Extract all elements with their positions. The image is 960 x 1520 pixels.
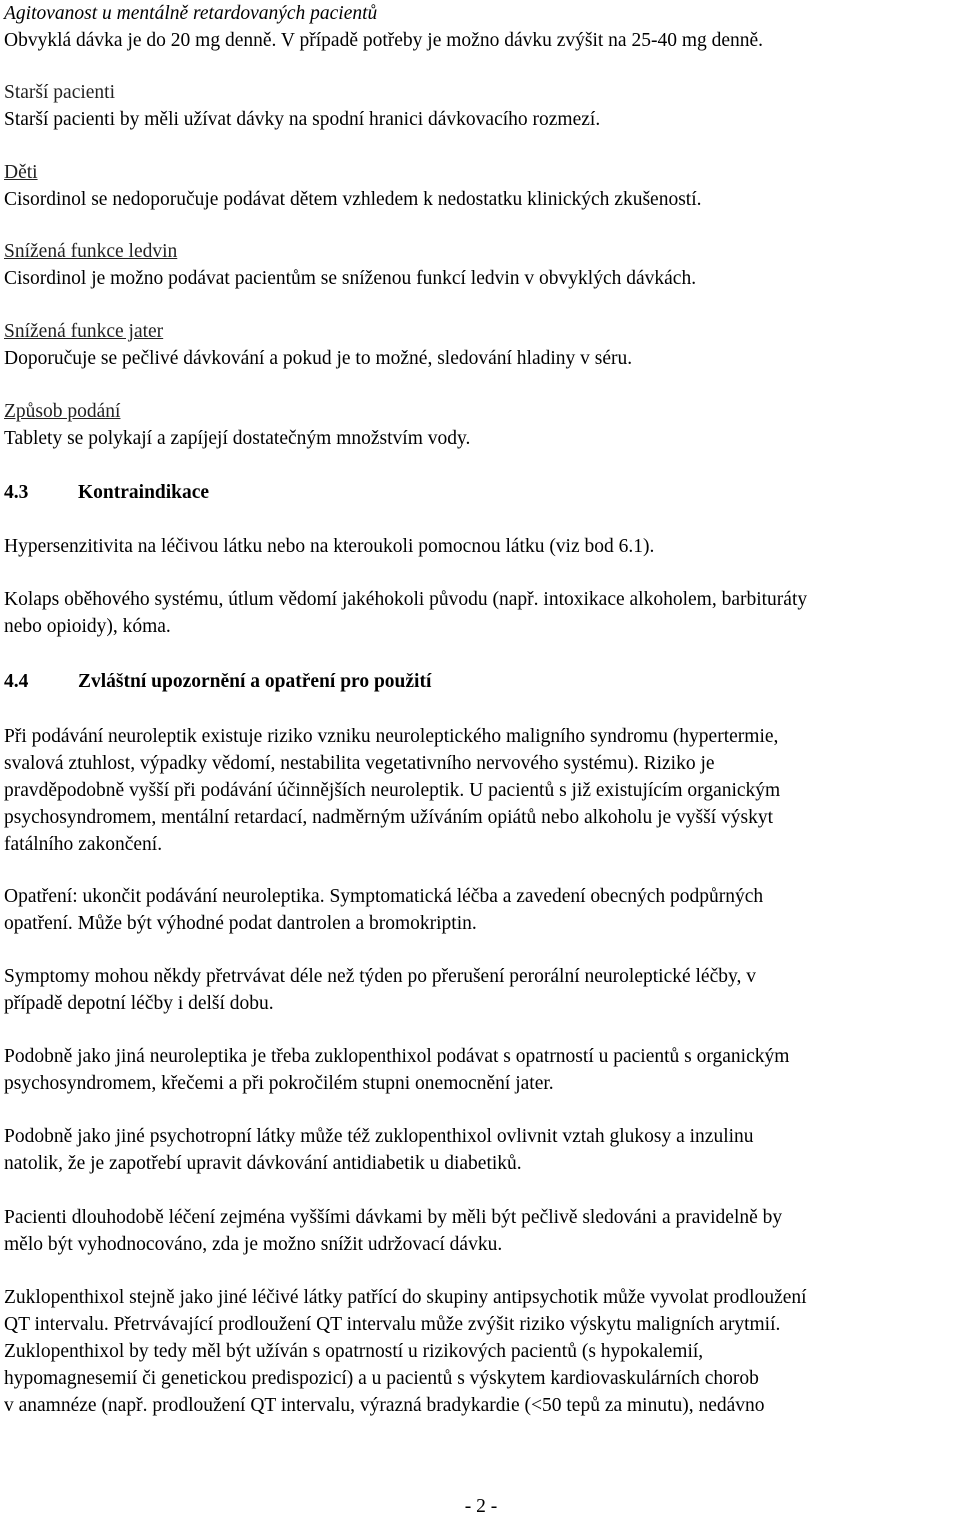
warnings-heading [4,668,958,695]
children-heading: Děti [4,162,38,183]
paragraph-line: psychosyndromem, mentální retardací, nadměrným užíváním opiátů nebo alkoholu je vyšší výskyt [4,807,774,828]
page-number: - 2 - [464,1496,498,1517]
elderly-text: Starší pacienti by měli užívat dávky na spodní hranici dávkovacího rozmezí. [4,109,601,130]
paragraph-line: Pacienti dlouhodobě léčení zejména vyššími dávkami by měli být pečlivě sledováni a pravidelně by [4,1207,783,1228]
paragraph-line: případě depotní léčby i delší dobu. [4,993,274,1014]
hepatic-text: Doporučuje se pečlivé dávkování a pokud je to možné, sledování hladiny v séru. [4,348,633,369]
contraindications-p1 [4,533,958,560]
warnings-p3 [4,963,958,1017]
contraindications-p2 [4,586,958,640]
warnings-p5 [4,1123,958,1177]
paragraph-line: pravděpodobně vyšší při podávání účinnějších neuroleptik. U pacientů s již existujícím organickým [4,780,781,801]
renal-section [4,238,958,292]
paragraph-line: hypomagnesemií či genetickou predispozicí) a u pacientů s výskytem kardiovaskulárních chorob [4,1368,759,1389]
renal-heading: Snížená funkce ledvin [4,241,178,262]
section-title: Zvláštní upozornění a opatření pro použití [78,671,432,692]
paragraph-line: v anamnéze (např. prodloužení QT intervalu, výrazná bradykardie (<50 tepů za minutu), nedávno [4,1395,765,1416]
administration-section [4,398,958,452]
elderly-section [4,79,958,133]
paragraph-line: opatření. Může být výhodné podat dantrolen a bromokriptin. [4,913,477,934]
paragraph-line: mělo být vyhodnocováno, zda je možno snížit udržovací dávku. [4,1234,503,1255]
hepatic-heading: Snížená funkce jater [4,321,164,342]
paragraph-line: Hypersenzitivita na léčivou látku nebo na kteroukoli pomocnou látku (viz bod 6.1). [4,536,655,557]
paragraph-line: Zuklopenthixol stejně jako jiné léčivé látky patřící do skupiny antipsychotik může vyvolat prodloužení [4,1287,807,1308]
warnings-p1 [4,723,958,858]
paragraph-line: Podobně jako jiná neuroleptika je třeba zuklopenthixol podávat s opatrností u pacientů s organickým [4,1046,790,1067]
paragraph-line: fatálního zakončení. [4,834,163,855]
paragraph-line: Symptomy mohou někdy přetrvávat déle než týden po přerušení perorální neuroleptické léčby, v [4,966,756,987]
paragraph-line: Podobně jako jiné psychotropní látky může též zuklopenthixol ovlivnit vztah glukosy a inzulinu [4,1126,754,1147]
paragraph-line: natolik, že je zapotřebí upravit dávkování antidiabetik u diabetiků. [4,1153,522,1174]
paragraph-line: nebo opioidy), kóma. [4,616,171,637]
elderly-heading: Starší pacienti [4,82,116,103]
paragraph-line: Zuklopenthixol by tedy měl být užíván s opatrností u rizikových pacientů (s hypokalemií, [4,1341,704,1362]
warnings-p2 [4,883,958,937]
section-number: 4.4 [4,671,29,692]
agitation-heading: Agitovanost u mentálně retardovaných pacientů [4,3,378,24]
paragraph-line: QT intervalu. Přetrvávající prodloužení QT intervalu může zvýšit riziko výskytu maligních arytmií. [4,1314,781,1335]
administration-text: Tablety se polykají a zapíjejí dostatečným množstvím vody. [4,428,471,449]
hepatic-section [4,318,958,372]
paragraph-line: Při podávání neuroleptik existuje riziko vzniku neuroleptického maligního syndromu (hypertermie, [4,726,779,747]
paragraph-line: svalová ztuhlost, výpadky vědomí, nestabilita vegetativního nervového systému). Riziko je [4,753,715,774]
warnings-p7 [4,1284,958,1419]
section-number: 4.3 [4,482,29,503]
paragraph-line: Kolaps oběhového systému, útlum vědomí jakéhokoli původu (např. intoxikace alkoholem, barbituráty [4,589,808,610]
contraindications-heading [4,479,958,506]
children-section [4,159,958,213]
section-title: Kontraindikace [78,482,210,503]
administration-heading: Způsob podání [4,401,121,422]
warnings-p6 [4,1204,958,1258]
paragraph-line: Opatření: ukončit podávání neuroleptika. Symptomatická léčba a zavedení obecných podpůrných [4,886,764,907]
dosing-section [4,0,958,54]
children-text: Cisordinol se nedoporučuje podávat dětem vzhledem k nedostatku klinických zkušeností. [4,189,702,210]
warnings-p4 [4,1043,958,1097]
agitation-text: Obvyklá dávka je do 20 mg denně. V případě potřeby je možno dávku zvýšit na 25-40 mg denně. [4,30,764,51]
renal-text: Cisordinol je možno podávat pacientům se sníženou funkcí ledvin v obvyklých dávkách. [4,268,697,289]
paragraph-line: psychosyndromem, křečemi a při pokročilém stupni onemocnění jater. [4,1073,554,1094]
